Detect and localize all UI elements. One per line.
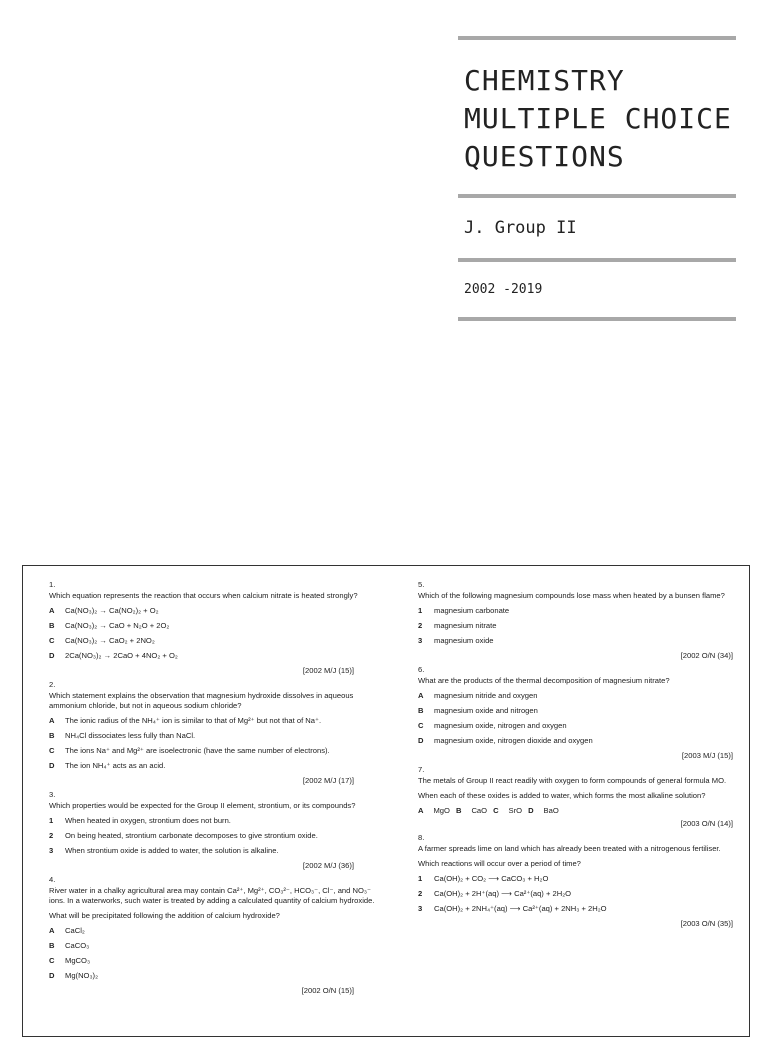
option-text: magnesium oxide, nitrogen and oxygen: [434, 721, 567, 730]
question-number: 5.: [418, 580, 425, 589]
answer-option: [49, 761, 384, 771]
option-text: Ca(OH)₂ + CO₂ ⟶ CaCO₃ + H₂O: [434, 874, 549, 883]
option-key: C: [49, 956, 55, 965]
question-number: 6.: [418, 665, 425, 674]
question-number: 8.: [418, 833, 425, 842]
question-text: What are the products of the thermal decomposition of magnesium nitrate?: [418, 676, 670, 685]
answer-option: [418, 636, 750, 646]
option-text: When strontium oxide is added to water, the solution is alkaline.: [65, 846, 279, 855]
option-text: When heated in oxygen, strontium does not burn.: [65, 816, 231, 825]
option-text: MgO: [433, 806, 450, 815]
option-text: The ionic radius of the NH₄⁺ ion is similar to that of Mg²⁺ but not that of Na⁺.: [65, 716, 322, 725]
question-prompt: When each of these oxides is added to water, which forms the most alkaline solution?: [418, 791, 706, 800]
answer-option: [418, 736, 750, 746]
question-prompt: What will be precipitated following the addition of calcium hydroxide?: [49, 911, 280, 920]
divider: [458, 194, 736, 198]
option-text: On being heated, strontium carbonate decomposes to give strontium oxide.: [65, 831, 318, 840]
exam-reference: [2002 M/J (36)]: [302, 861, 354, 870]
left-column: [49, 580, 384, 1000]
question-sheet: [22, 565, 750, 1037]
right-column: [418, 580, 750, 933]
option-key: D: [49, 651, 55, 660]
option-text: Mg(NO₃)₂: [65, 971, 99, 980]
answer-option: [418, 904, 750, 914]
option-key: C: [418, 721, 424, 730]
answer-option: [49, 621, 384, 631]
answer-option: [49, 846, 384, 856]
answer-option: [418, 721, 750, 731]
option-text: 2Ca(NO₃)₂ → 2CaO + 4NO₂ + O₂: [65, 651, 178, 660]
question-text: River water in a chalky agricultural area may contain Ca²⁺, Mg²⁺, CO₃²⁻, HCO₃⁻, Cl⁻, and NO₃⁻ ions. In a waterworks, such water is treated by adding a calculated quantity of calcium hydroxide.: [49, 886, 375, 905]
exam-reference: [2002 O/N (34)]: [680, 651, 733, 660]
option-text: CaCl₂: [65, 926, 85, 935]
answer-option: [49, 971, 384, 981]
answer-option: [418, 706, 750, 716]
answer-option: [49, 816, 384, 826]
answer-option: [418, 691, 750, 701]
question-text: Which of the following magnesium compounds lose mass when heated by a bunsen flame?: [418, 591, 725, 600]
title-line: CHEMISTRY: [464, 64, 625, 97]
exam-reference: [2003 O/N (35)]: [680, 919, 733, 928]
answer-option: [49, 636, 384, 646]
exam-reference: [2003 M/J (15)]: [681, 751, 733, 760]
option-key: D: [49, 971, 55, 980]
question-item: [418, 580, 750, 661]
question-prompt: Which reactions will occur over a period of time?: [418, 859, 581, 868]
question-item: [49, 875, 384, 996]
option-key: C: [49, 746, 55, 755]
answer-option: [418, 874, 750, 884]
option-key: D: [418, 736, 424, 745]
option-key: C: [493, 806, 499, 815]
question-number: 2.: [49, 680, 56, 689]
option-text: Ca(OH)₂ + 2H⁺(aq) ⟶ Ca²⁺(aq) + 2H₂O: [434, 889, 572, 898]
option-text: BaO: [543, 806, 559, 815]
option-text: The ion NH₄⁺ acts as an acid.: [65, 761, 166, 770]
question-number: 7.: [418, 765, 425, 774]
option-text: SrO: [508, 806, 523, 815]
option-key: B: [49, 731, 55, 740]
exam-reference: [2002 M/J (17)]: [302, 776, 354, 785]
option-key: A: [49, 716, 55, 725]
title-line: QUESTIONS: [464, 140, 625, 173]
question-item: [49, 680, 384, 786]
option-text: magnesium nitride and oxygen: [434, 691, 538, 700]
option-key: A: [49, 926, 55, 935]
exam-reference: [2002 O/N (15)]: [301, 986, 354, 995]
option-text: Ca(NO₃)₂ → CaO₂ + 2NO₂: [65, 636, 155, 645]
answer-option: [49, 731, 384, 741]
exam-reference: [2003 O/N (14)]: [680, 819, 733, 828]
option-text: Ca(NO₃)₂ → Ca(NO₂)₂ + O₂: [65, 606, 159, 615]
option-key: 1: [49, 816, 54, 825]
option-key: D: [528, 806, 534, 815]
option-key: 2: [418, 621, 423, 630]
option-text: magnesium nitrate: [434, 621, 497, 630]
answer-option: [49, 651, 384, 661]
question-text: Which equation represents the reaction that occurs when calcium nitrate is heated strongly?: [49, 591, 358, 600]
exam-reference: [2002 M/J (15)]: [302, 666, 354, 675]
option-key: D: [49, 761, 55, 770]
option-text: CaCO₃: [65, 941, 90, 950]
option-key: 3: [418, 636, 423, 645]
question-item: [49, 580, 384, 676]
title-line: MULTIPLE CHOICE: [464, 102, 732, 135]
answer-option: [418, 621, 750, 631]
year-range: 2002 -2019: [464, 282, 543, 297]
option-key: 1: [418, 606, 423, 615]
inline-answer-options: [418, 806, 750, 816]
question-item: [418, 833, 750, 929]
answer-option: [418, 889, 750, 899]
option-text: CaO: [471, 806, 488, 815]
option-key: 1: [418, 874, 423, 883]
option-key: B: [418, 706, 424, 715]
option-text: Ca(NO₃)₂ → CaO + N₂O + 2O₂: [65, 621, 170, 630]
answer-option: [49, 956, 384, 966]
question-text: Which statement explains the observation that magnesium hydroxide dissolves in aqueous ammonium chloride, but not in aqueous sodium chloride?: [49, 691, 354, 710]
question-text: Which properties would be expected for the Group II element, strontium, or its compounds?: [49, 801, 356, 810]
option-text: The ions Na⁺ and Mg²⁺ are isoelectronic (have the same number of electrons).: [65, 746, 330, 755]
option-key: 2: [418, 889, 423, 898]
option-key: A: [418, 806, 424, 815]
option-key: A: [418, 691, 424, 700]
option-key: B: [49, 941, 55, 950]
option-key: A: [49, 606, 55, 615]
answer-option: [49, 606, 384, 616]
option-text: Ca(OH)₂ + 2NH₄⁺(aq) ⟶ Ca²⁺(aq) + 2NH₃ + 2H₂O: [434, 904, 607, 913]
option-text: magnesium oxide and nitrogen: [434, 706, 538, 715]
document-title: [464, 62, 736, 176]
question-item: [418, 665, 750, 761]
answer-option: [49, 926, 384, 936]
question-number: 1.: [49, 580, 56, 589]
option-key: 3: [49, 846, 54, 855]
option-key: B: [49, 621, 55, 630]
option-key: 2: [49, 831, 54, 840]
top-divider: [458, 36, 736, 40]
answer-option: [418, 606, 750, 616]
question-item: [418, 765, 750, 829]
option-text: NH₄Cl dissociates less fully than NaCl.: [65, 731, 196, 740]
question-number: 3.: [49, 790, 56, 799]
option-key: B: [455, 806, 462, 815]
question-text: A farmer spreads lime on land which has already been treated with a nitrogenous fertiliser.: [418, 844, 721, 853]
question-item: [49, 790, 384, 871]
option-text: MgCO₃: [65, 956, 91, 965]
option-text: magnesium oxide: [434, 636, 494, 645]
document-subtitle: J. Group II: [464, 218, 577, 238]
answer-option: [49, 716, 384, 726]
cover-block: [458, 36, 736, 321]
question-number: 4.: [49, 875, 56, 884]
answer-option: [49, 746, 384, 756]
option-text: magnesium carbonate: [434, 606, 510, 615]
option-text: magnesium oxide, nitrogen dioxide and oxygen: [434, 736, 593, 745]
option-key: 3: [418, 904, 423, 913]
option-key: C: [49, 636, 55, 645]
bottom-divider: [458, 317, 736, 321]
question-text: The metals of Group II react readily with oxygen to form compounds of general formula MO.: [418, 776, 727, 785]
divider: [458, 258, 736, 262]
answer-option: [49, 831, 384, 841]
answer-option: [49, 941, 384, 951]
